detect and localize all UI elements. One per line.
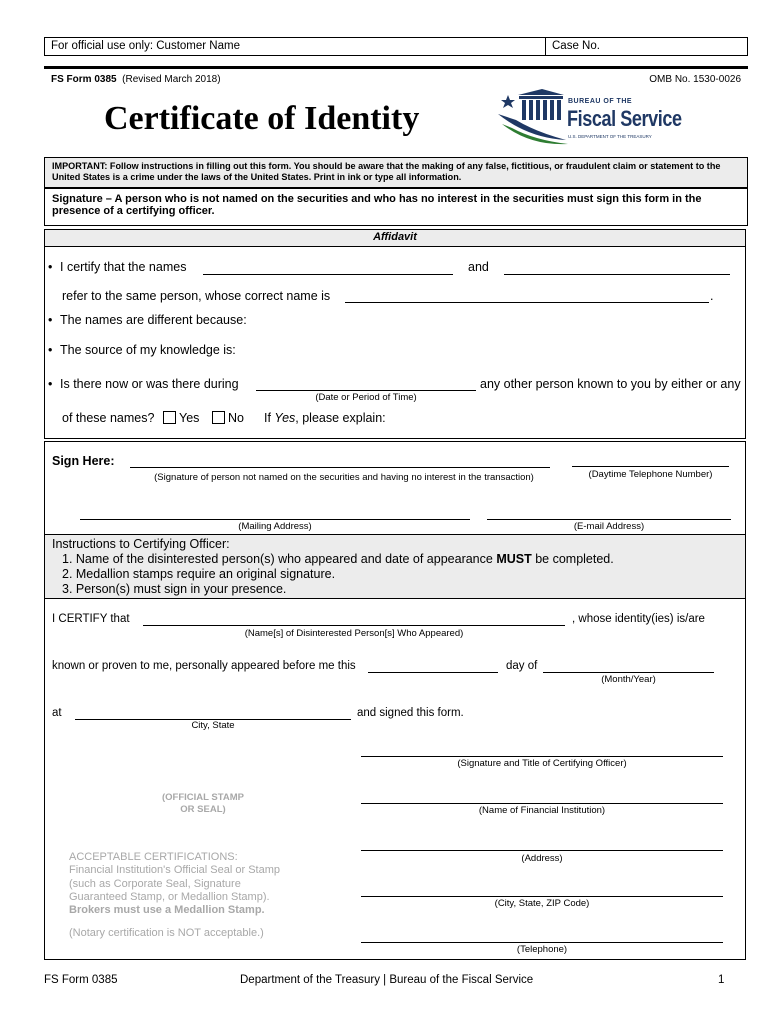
page-number: 1 (718, 974, 725, 986)
instructions-heading: Instructions to Certifying Officer: (52, 537, 230, 551)
financial-institution-caption: (Name of Financial Institution) (478, 805, 606, 816)
page-title: Certificate of Identity (104, 100, 420, 137)
and-label: and (468, 260, 489, 274)
affidavit-heading: Affidavit (373, 231, 417, 243)
refer-same-label: refer to the same person, whose correct name is (62, 289, 331, 303)
instruction-item-3: 3. Person(s) must sign in your presence. (62, 582, 287, 596)
official-stamp-placeholder: (OFFICIAL STAMP OR SEAL) (162, 792, 244, 815)
day-of-label: day of (506, 660, 538, 672)
disinterested-names-caption: (Name[s] of Disinterested Person[s] Who Appeared) (244, 628, 464, 639)
of-these-names-label: of these names? (62, 411, 155, 425)
footer-form-id: FS Form 0385 (44, 974, 118, 986)
address-caption: (Address) (521, 853, 563, 864)
omb-number: OMB No. 1530-0026 (649, 74, 741, 85)
source-knowledge-label: • The source of my knowledge is: (48, 343, 236, 357)
name-two-field[interactable] (504, 274, 730, 275)
is-there-label: • Is there now or was there during (48, 377, 239, 391)
month-year-caption: (Month/Year) (601, 674, 656, 685)
at-label: at (52, 707, 62, 719)
officer-signature-field[interactable] (361, 756, 723, 757)
telephone-field[interactable] (361, 942, 723, 943)
if-yes-explain-label: If Yes, please explain: (264, 411, 386, 425)
official-use-divider (545, 37, 546, 56)
email-address-field[interactable] (487, 519, 731, 520)
known-proven-label: known or proven to me, personally appeared before me this (52, 660, 356, 672)
city-state-caption: City, State (191, 720, 235, 731)
mailing-address-field[interactable] (80, 519, 470, 520)
names-different-label: • The names are different because: (48, 313, 247, 327)
correct-name-field[interactable] (345, 302, 709, 303)
no-checkbox[interactable] (212, 411, 225, 424)
day-field[interactable] (368, 672, 498, 673)
financial-institution-field[interactable] (361, 803, 723, 804)
disinterested-names-field[interactable] (143, 625, 565, 626)
mailing-address-caption: (Mailing Address) (238, 521, 312, 532)
certify-section-bottom-border (44, 959, 746, 960)
footer-department: Department of the Treasury | Bureau of the Fiscal Service (240, 974, 534, 986)
header-rule (44, 66, 748, 69)
certify-names-label: • I certify that the names (48, 260, 187, 274)
daytime-phone-field[interactable] (572, 466, 729, 467)
officer-signature-caption: (Signature and Title of Certifying Officer) (457, 758, 627, 769)
month-year-field[interactable] (543, 672, 714, 673)
important-notice: IMPORTANT: Follow instructions in filling out this form. You should be aware that the making of any false, fictitious, or fraudulent claim or statement to the United States is a crime under the laws of the United States. Print in ink or type all information. (52, 161, 721, 182)
city-state-zip-field[interactable] (361, 896, 723, 897)
case-number-field[interactable]: Case No. (552, 40, 600, 52)
email-address-caption: (E-mail Address) (573, 521, 645, 532)
i-certify-label: I CERTIFY that (52, 613, 130, 625)
customer-name-field[interactable]: For official use only: Customer Name (51, 40, 240, 52)
instruction-item-2: 2. Medallion stamps require an original signature. (62, 567, 336, 581)
acceptable-certifications: ACCEPTABLE CERTIFICATIONS: Financial Institution's Official Seal or Stamp (such as Corporate Seal, Signature Guaranteed Stamp, or Medallion Stamp). Brokers must use a Medallion Stamp. (Notary certification is NOT acceptable.) (69, 851, 280, 940)
fiscal-service-logo: BUREAU OF THE Fiscal Service U.S. DEPARTMENT OF THE TREASURY (498, 86, 688, 148)
sign-here-label: Sign Here: (52, 454, 115, 468)
whose-identity-label: , whose identity(ies) is/are (572, 613, 705, 625)
certify-section-right-border (745, 599, 746, 960)
address-field[interactable] (361, 850, 723, 851)
date-period-caption: (Date or Period of Time) (315, 392, 417, 403)
signature-field[interactable] (130, 467, 550, 468)
date-period-field[interactable] (256, 390, 476, 391)
certify-section-left-border (44, 599, 45, 960)
name-one-field[interactable] (203, 274, 453, 275)
sign-section-left-border (44, 441, 45, 535)
signature-note: Signature – A person who is not named on the securities and who has no interest in the securities must sign this form in the presence of a certifying officer. (52, 193, 702, 217)
yes-checkbox[interactable] (163, 411, 176, 424)
form-id: FS Form 0385 (Revised March 2018) (51, 74, 221, 85)
sign-section-right-border (745, 441, 746, 535)
signed-form-label: and signed this form. (357, 707, 464, 719)
instruction-item-1: 1. Name of the disinterested person(s) who appeared and date of appearance MUST be completed. (62, 552, 614, 566)
city-state-zip-caption: (City, State, ZIP Code) (494, 898, 590, 909)
daytime-phone-caption: (Daytime Telephone Number) (588, 469, 713, 480)
telephone-caption: (Telephone) (516, 944, 568, 955)
sign-section-top-border (44, 441, 746, 442)
other-person-label: any other person known to you by either or any (480, 377, 741, 391)
period-mark: . (710, 289, 714, 303)
no-option: No (212, 411, 244, 425)
signature-caption: (Signature of person not named on the securities and having no interest in the transaction) (154, 472, 534, 483)
yes-option: Yes (163, 411, 199, 425)
